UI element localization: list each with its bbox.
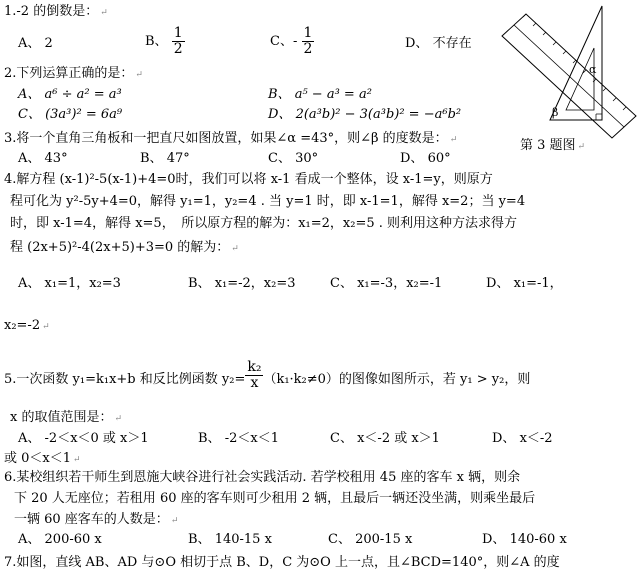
q4-option-d: D、 x₁=-1， <box>486 276 563 291</box>
beta-label: β <box>552 106 559 119</box>
q4-option-b: B、 x₁=-2，x₂=3 <box>188 276 296 291</box>
q1-option-d: D、 不存在 <box>405 36 472 51</box>
q5-fraction: $\frac{\text{k₂}}{x}$ <box>247 359 262 391</box>
q2-stem: 2.下列运算正确的是： ↵ <box>4 66 143 81</box>
q5-option-c: C、 x＜-2 或 x＞1 <box>330 431 440 446</box>
q4-line-2: 程可化为 y²-5y+4=0，解得 y₁=1，y₂=4 . 当 y=1 时，即 x-1=1，解得 x=2；当 y=4 <box>10 194 526 209</box>
q5-stem: 5.一次函数 y₁=k₁x+b 和反比例函数 y₂= $\frac{\text{k₂}}{x}$ （k₁·k₂≠0）的图像如图所示，若 y₁ > y₂，则 <box>4 359 531 391</box>
q6-option-d: D、 140-60 x <box>482 532 567 547</box>
q6-line-3: 一辆 60 座客车的人数是： ↵ <box>14 512 179 527</box>
q6-line-1: 6.某校组织若干师生到恩施大峡谷进行社会实践活动. 若学校租用 45 座的客车 x 辆，则余 <box>4 470 521 485</box>
q3-figure-caption: 第 3 题图 ↵ <box>520 138 586 153</box>
q6-line-2: 下 20 人无座位；若租用 60 座的客车则可少租用 2 辆，且最后一辆还没坐满，则乘坐最后 <box>14 491 536 506</box>
q4-option-a: A、 x₁=1，x₂=3 <box>18 276 121 291</box>
q3-stem: 3.将一个直角三角板和一把直尺如图放置，如果∠α =43°，则∠β 的度数是： ↵ <box>4 131 458 146</box>
q5-option-a: A、 -2＜x＜0 或 x＞1 <box>18 431 149 446</box>
q1-option-b-fraction: $\frac{1}{2}$ <box>173 25 183 57</box>
q1-option-b: B、 $\frac{1}{2}$ <box>145 25 183 57</box>
q4-line-4: 程 (2x+5)²-4(2x+5)+3=0 的解为： ↵ <box>10 240 239 255</box>
q2-option-d: D、 2(a³b)² − 3(a³b)² = −a⁶b² <box>268 107 462 122</box>
q3-option-a: A、 43° <box>18 151 68 166</box>
q6-option-b: B、 140-15 x <box>188 532 272 547</box>
q5-option-b: B、 -2＜x＜1 <box>198 431 279 446</box>
q4-line-3: 时，即 x-1=4，解得 x=5， 所以原方程的解为：x₁=2，x₂=5 . 则利用这种方法求得方 <box>10 216 518 231</box>
q1-option-c-fraction: $\frac{1}{2}$ <box>303 25 313 57</box>
q5-option-d-cont: 或 0＜x＜1 ↵ <box>4 451 81 466</box>
q3-option-d: D、 60° <box>400 151 451 166</box>
q1-stem: 1.-2 的倒数是： ↵ <box>4 4 108 19</box>
q3-option-b: B、 47° <box>140 151 190 166</box>
q2-option-b: B、 a⁵ − a³ = a² <box>268 87 372 102</box>
q4-option-c: C、 x₁=-3，x₂=-1 <box>330 276 443 291</box>
q3-figure <box>490 0 640 150</box>
q6-option-c: C、 200-15 x <box>328 532 413 547</box>
q4-option-d-cont: x₂=-2 ↵ <box>4 318 50 333</box>
q4-line-1: 4.解方程 (x-1)²-5(x-1)+4=0时，我们可以将 x-1 看成一个整体，设 x-1=y，则原方 <box>4 172 493 187</box>
q7-stem: 7.如图，直线 AB、AD 与⊙O 相切于点 B、D，C 为⊙O 上一点，且∠BCD=140°，则∠A 的度 <box>4 555 560 570</box>
q6-option-a: A、 200-60 x <box>18 532 102 547</box>
q2-option-a: A、 a⁶ ÷ a² = a³ <box>18 87 122 102</box>
q5-stem-2: x 的取值范围是： ↵ <box>10 410 123 425</box>
q3-option-c: C、 30° <box>268 151 319 166</box>
q1-option-a: A、 2 <box>18 36 53 51</box>
q2-option-c: C、 (3a³)² = 6a⁹ <box>18 107 123 122</box>
q5-option-d: D、 x＜-2 <box>492 431 553 446</box>
alpha-label: α <box>589 63 597 76</box>
q1-option-c: C、- $\frac{1}{2}$ <box>270 25 313 57</box>
